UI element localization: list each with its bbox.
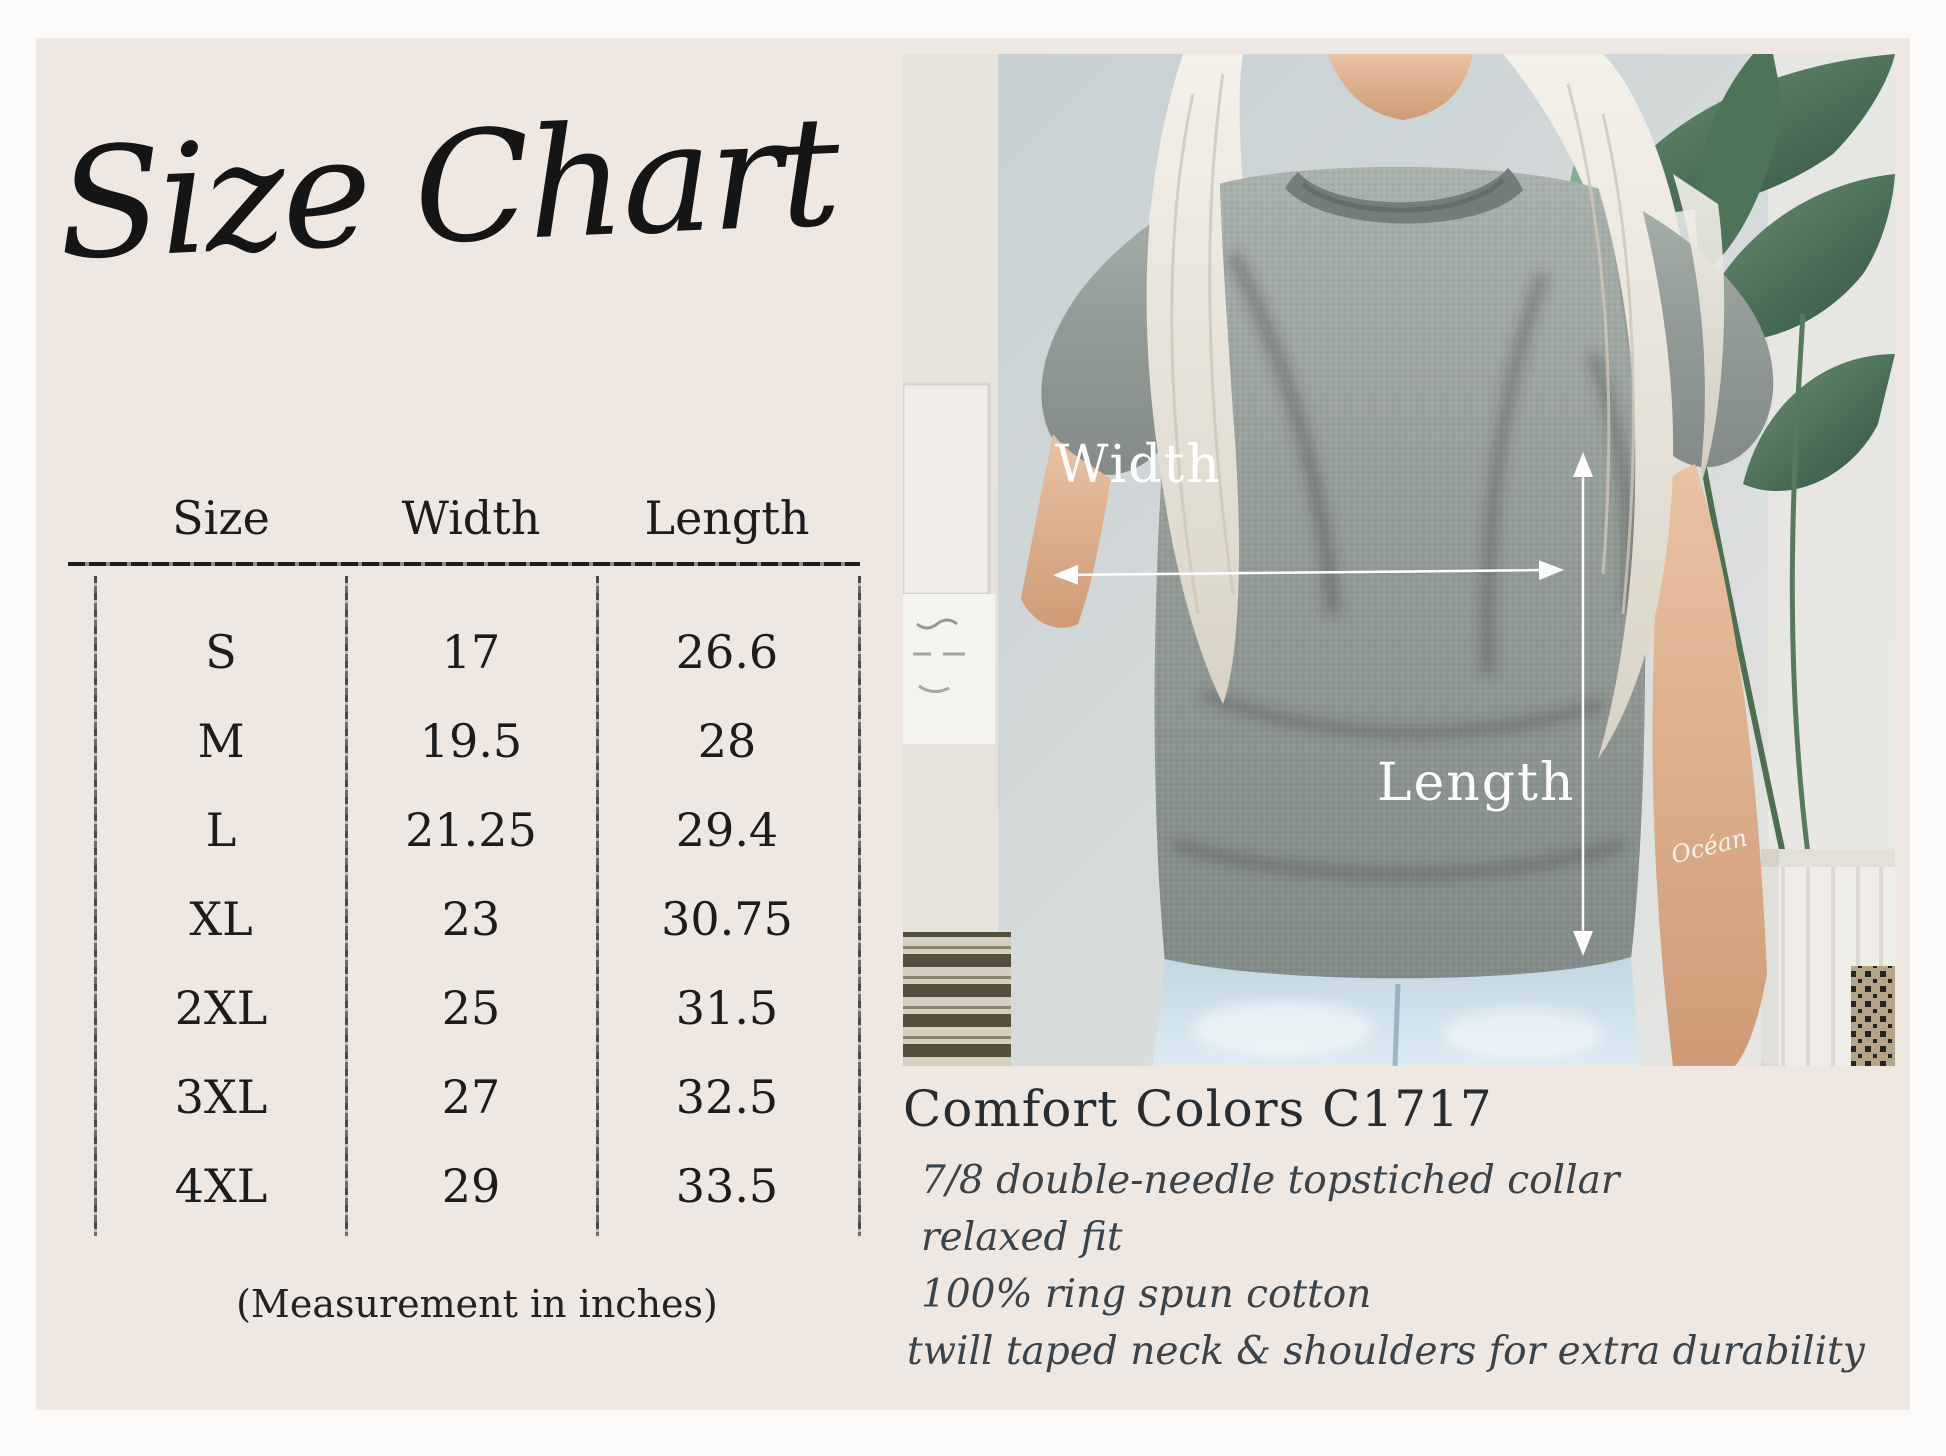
col-header-length: Length bbox=[644, 491, 810, 545]
table-header-rule bbox=[68, 562, 860, 566]
measurement-note: (Measurement in inches) bbox=[236, 1282, 718, 1326]
table-row: 28 bbox=[697, 714, 757, 768]
col-header-size: Size bbox=[172, 491, 270, 545]
table-row: 31.5 bbox=[675, 981, 779, 1035]
table-row: 26.6 bbox=[675, 625, 779, 679]
doodle-cloth bbox=[903, 594, 995, 744]
product-detail: 7/8 double-needle topstiched collar bbox=[921, 1158, 1620, 1203]
product-details bbox=[907, 1152, 1865, 1380]
table-row: 30.75 bbox=[661, 892, 793, 946]
wall-frame bbox=[903, 384, 989, 594]
jeans-wash bbox=[1193, 1001, 1373, 1057]
width-label: Width bbox=[1055, 435, 1222, 495]
table-row: 29 bbox=[441, 1159, 501, 1213]
table-row: 2XL bbox=[174, 981, 268, 1035]
table-row: 27 bbox=[441, 1070, 501, 1124]
table-row: XL bbox=[189, 892, 253, 946]
product-detail: 100% ring spun cotton bbox=[921, 1272, 1372, 1317]
table-row: M bbox=[197, 714, 245, 768]
table-row: 19.5 bbox=[419, 714, 523, 768]
page-title: Size Chart bbox=[54, 82, 841, 294]
table-row: 4XL bbox=[174, 1159, 268, 1213]
table-row: 21.25 bbox=[405, 803, 537, 857]
woven-throw bbox=[903, 932, 1011, 1066]
table-row: 25 bbox=[441, 981, 501, 1035]
patterned-basket bbox=[1851, 966, 1895, 1066]
tattoo-text: Océan bbox=[1668, 823, 1750, 870]
product-detail: relaxed fit bbox=[921, 1215, 1123, 1260]
product-photo bbox=[903, 54, 1895, 1066]
table-row: 32.5 bbox=[675, 1070, 779, 1124]
length-label: Length bbox=[1377, 753, 1576, 813]
table-row: L bbox=[205, 803, 237, 857]
table-row: 17 bbox=[441, 625, 501, 679]
product-detail: twill taped neck & shoulders for extra durability bbox=[907, 1329, 1865, 1374]
table-row: 29.4 bbox=[675, 803, 779, 857]
table-row: 3XL bbox=[174, 1070, 268, 1124]
table-border-right bbox=[858, 576, 861, 1236]
col-header-width: Width bbox=[401, 491, 541, 545]
jeans-wash bbox=[1443, 1008, 1603, 1060]
jeans-seam bbox=[1395, 984, 1398, 1066]
product-name: Comfort Colors C1717 bbox=[903, 1080, 1493, 1138]
table-row: 33.5 bbox=[675, 1159, 779, 1213]
table-row: S bbox=[205, 625, 237, 679]
table-row: 23 bbox=[441, 892, 501, 946]
